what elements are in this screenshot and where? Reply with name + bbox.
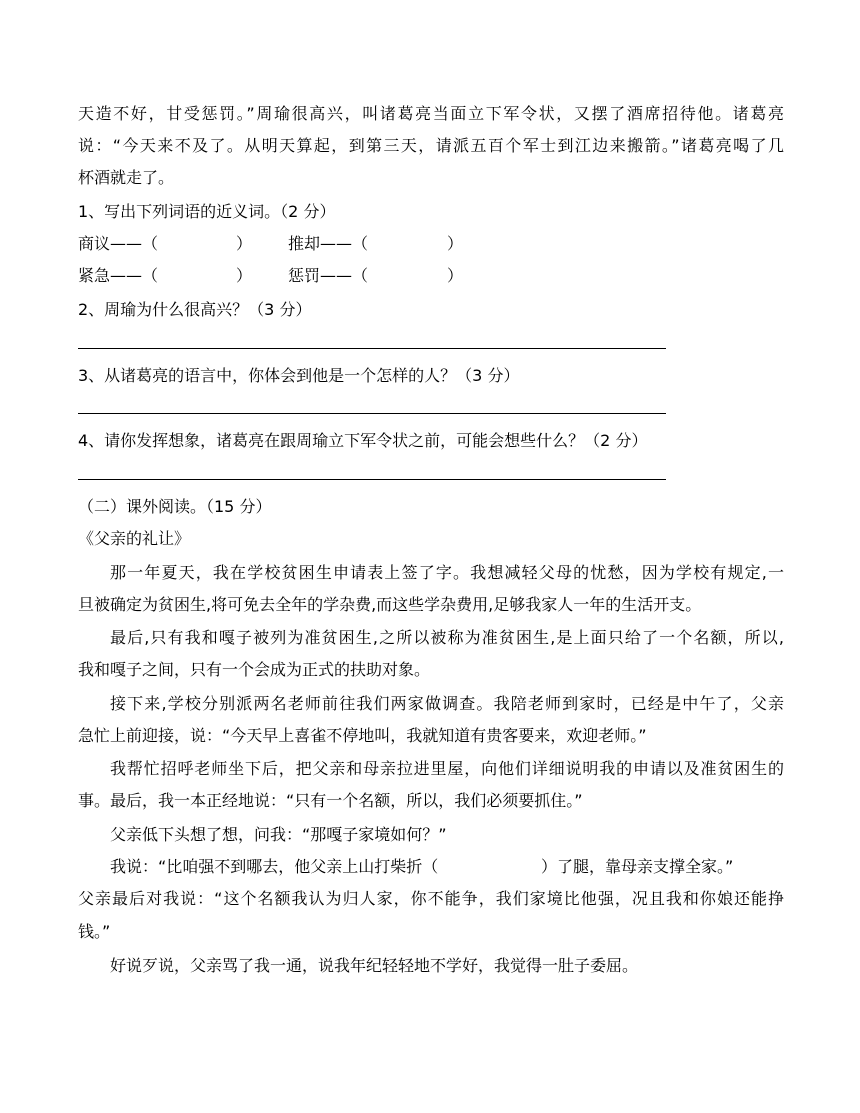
section-heading: （二）课外阅读。（15 分） (78, 497, 272, 516)
answer-line[interactable] (78, 413, 666, 414)
synonym-word: 商议——（ (78, 234, 159, 253)
question-3: 3、从诸葛亮的语言中，你体会到他是一个怎样的人？（3 分） (78, 366, 520, 385)
answer-line[interactable] (78, 348, 666, 349)
question-1: 1、写出下列词语的近义词。（2 分） (78, 202, 336, 221)
paragraph-line: 急忙上前迎接，说：“今天早上喜雀不停地叫，我就知道有贵客要来，欢迎老师。” (78, 726, 647, 745)
paragraph-line: 我说：“比咱强不到哪去，他父亲上山打柴折（ (110, 857, 439, 876)
paragraph-line: 最后,只有我和嘎子被列为准贫困生,之所以被称为准贫困生,是上面只给了一个名额，所以, (110, 628, 784, 647)
passage-line: 杯酒就走了。 (78, 168, 175, 187)
paragraph-line: 我和嘎子之间，只有一个会成为正式的扶助对象。 (78, 660, 431, 679)
paragraph-line: ）了腿，靠母亲支撑全家。” (541, 857, 734, 876)
paragraph-line: 接下来,学校分别派两名老师前往我们两家做调查。我陪老师到家时，已经是中午了，父亲 (110, 694, 784, 713)
paragraph-line: 旦被确定为贫困生,将可免去全年的学杂费,而这些学杂费用,足够我家人一年的生活开支。 (78, 595, 702, 614)
passage-line: 说：“今天来不及了。从明天算起，到第三天，请派五百个军士到江边来搬箭。”诸葛亮喝了几 (78, 136, 784, 155)
synonym-close: ） (236, 234, 253, 253)
synonym-word: 推却——（ (288, 234, 369, 253)
paragraph-line: 我帮忙招呼老师坐下后，把父亲和母亲拉进里屋，向他们详细说明我的申请以及准贫困生的 (110, 759, 784, 778)
synonym-close: ） (236, 266, 253, 285)
synonym-word: 紧急——（ (78, 266, 159, 285)
question-2: 2、周瑜为什么很高兴？（3 分） (78, 300, 312, 319)
article-title: 《父亲的礼让》 (78, 529, 191, 548)
question-4: 4、请你发挥想象，诸葛亮在跟周瑜立下军令状之前，可能会想些什么？（2 分） (78, 431, 648, 450)
paragraph-line: 钱。” (78, 922, 111, 941)
synonym-close: ） (447, 234, 464, 253)
answer-line[interactable] (78, 479, 666, 480)
passage-line: 天造不好，甘受惩罚。”周瑜很高兴，叫诸葛亮当面立下军令状，又摆了酒席招待他。诸葛亮 (78, 104, 784, 123)
synonym-word: 惩罚——（ (288, 266, 369, 285)
synonym-close: ） (447, 266, 464, 285)
paragraph-line: 父亲低下头想了想，问我：“那嘎子家境如何？” (110, 825, 447, 844)
paragraph-line: 事。最后，我一本正经地说：“只有一个名额，所以，我们必须要抓住。” (78, 791, 583, 810)
paragraph-line: 父亲最后对我说：“这个名额我认为归人家，你不能争，我们家境比他强，况且我和你娘还能挣 (78, 889, 784, 908)
paragraph-line: 那一年夏天，我在学校贫困生申请表上签了字。我想减轻父母的忧愁，因为学校有规定,一 (110, 563, 784, 582)
paragraph-line: 好说歹说，父亲骂了我一通，说我年纪轻轻地不学好，我觉得一肚子委屈。 (110, 956, 639, 975)
